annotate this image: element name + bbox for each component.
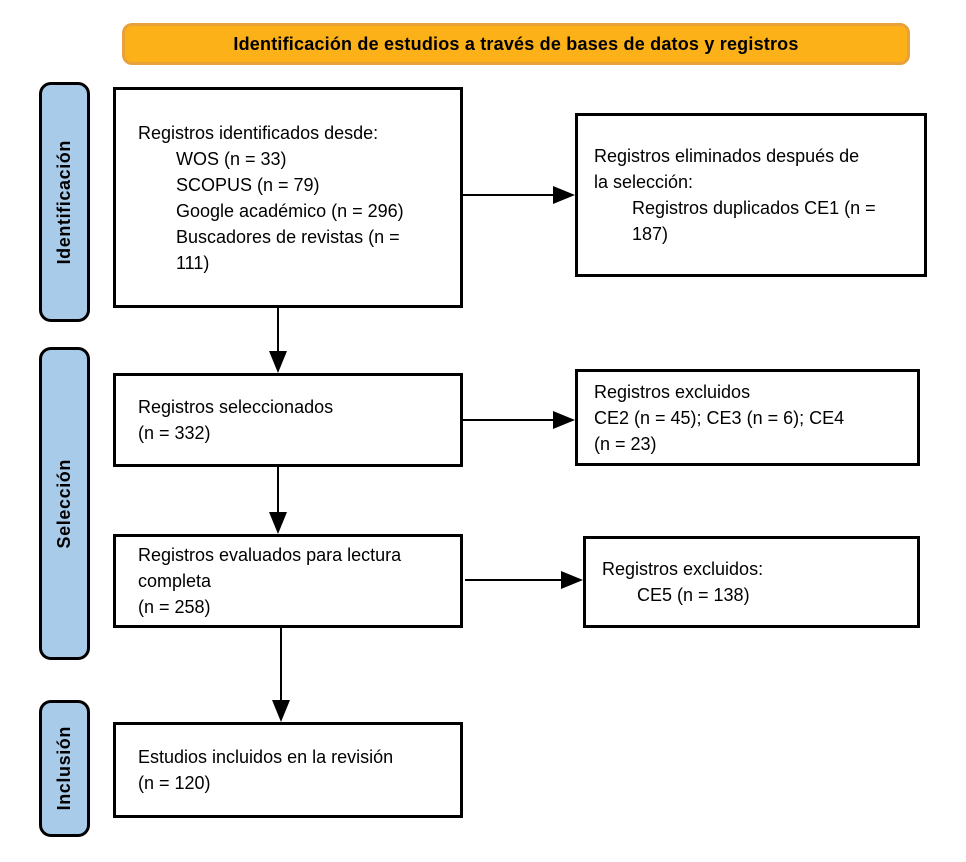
box-records-identified: [113, 87, 463, 308]
arrow-fulltext-to-excluded: [465, 571, 583, 589]
arrow-screened-to-fulltext: [269, 467, 287, 534]
stage-label-seleccion: Selección: [54, 458, 74, 549]
box-records-excluded-screening-detail: CE2 (n = 45); CE3 (n = 6); CE4 (n = 23): [594, 407, 845, 454]
title-banner: [122, 23, 910, 65]
box-records-removed-title: Registros eliminados después de la selección:: [594, 146, 860, 192]
box-records-fulltext-line1: Registros evaluados para lectura completa: [138, 545, 402, 591]
box-records-excluded-fulltext: [583, 536, 920, 628]
stage-bar-seleccion: [39, 347, 90, 660]
arrow-identified-to-removed: [463, 186, 575, 204]
title-banner-label: Identificación de estudios a través de bases de datos y registros: [233, 33, 799, 54]
stage-label-inclusion: Inclusión: [54, 726, 74, 811]
stage-bar-inclusion: [39, 700, 90, 837]
box-records-screened-count: (n = 332): [138, 423, 211, 443]
box-records-excluded-screening: [575, 369, 920, 466]
box-records-removed: [575, 113, 927, 277]
box-records-screened-line1: Registros seleccionados: [138, 397, 334, 417]
box-records-excluded-fulltext-title: Registros excluidos:: [602, 559, 764, 579]
box-records-identified-title: Registros identificados desde:: [138, 122, 379, 143]
arrow-fulltext-to-included: [272, 628, 290, 722]
arrow-screened-to-excluded: [463, 411, 575, 429]
box-records-fulltext-assessed: [113, 534, 463, 628]
box-records-removed-item: Registros duplicados CE1 (n = 187): [632, 198, 876, 244]
arrow-identified-to-screened: [269, 308, 287, 373]
box-records-excluded-screening-line1: Registros excluidos: [594, 381, 751, 402]
box-records-excluded-fulltext-item: CE5 (n = 138): [637, 585, 750, 605]
box-records-identified-item: WOS (n = 33): [176, 148, 287, 169]
box-records-screened: [113, 373, 463, 467]
box-studies-included-count: (n = 120): [138, 773, 211, 793]
box-studies-included: [113, 722, 463, 818]
box-records-identified-item: SCOPUS (n = 79): [176, 174, 320, 195]
box-records-identified-item: Buscadores de revistas (n = 111): [176, 226, 400, 273]
box-records-identified-item: Google académico (n = 296): [176, 200, 404, 221]
stage-label-identificacion: Identificación: [54, 139, 74, 265]
stage-bar-identificacion: [39, 82, 90, 322]
box-records-fulltext-count: (n = 258): [138, 597, 211, 617]
box-studies-included-line1: Estudios incluidos en la revisión: [138, 747, 394, 767]
